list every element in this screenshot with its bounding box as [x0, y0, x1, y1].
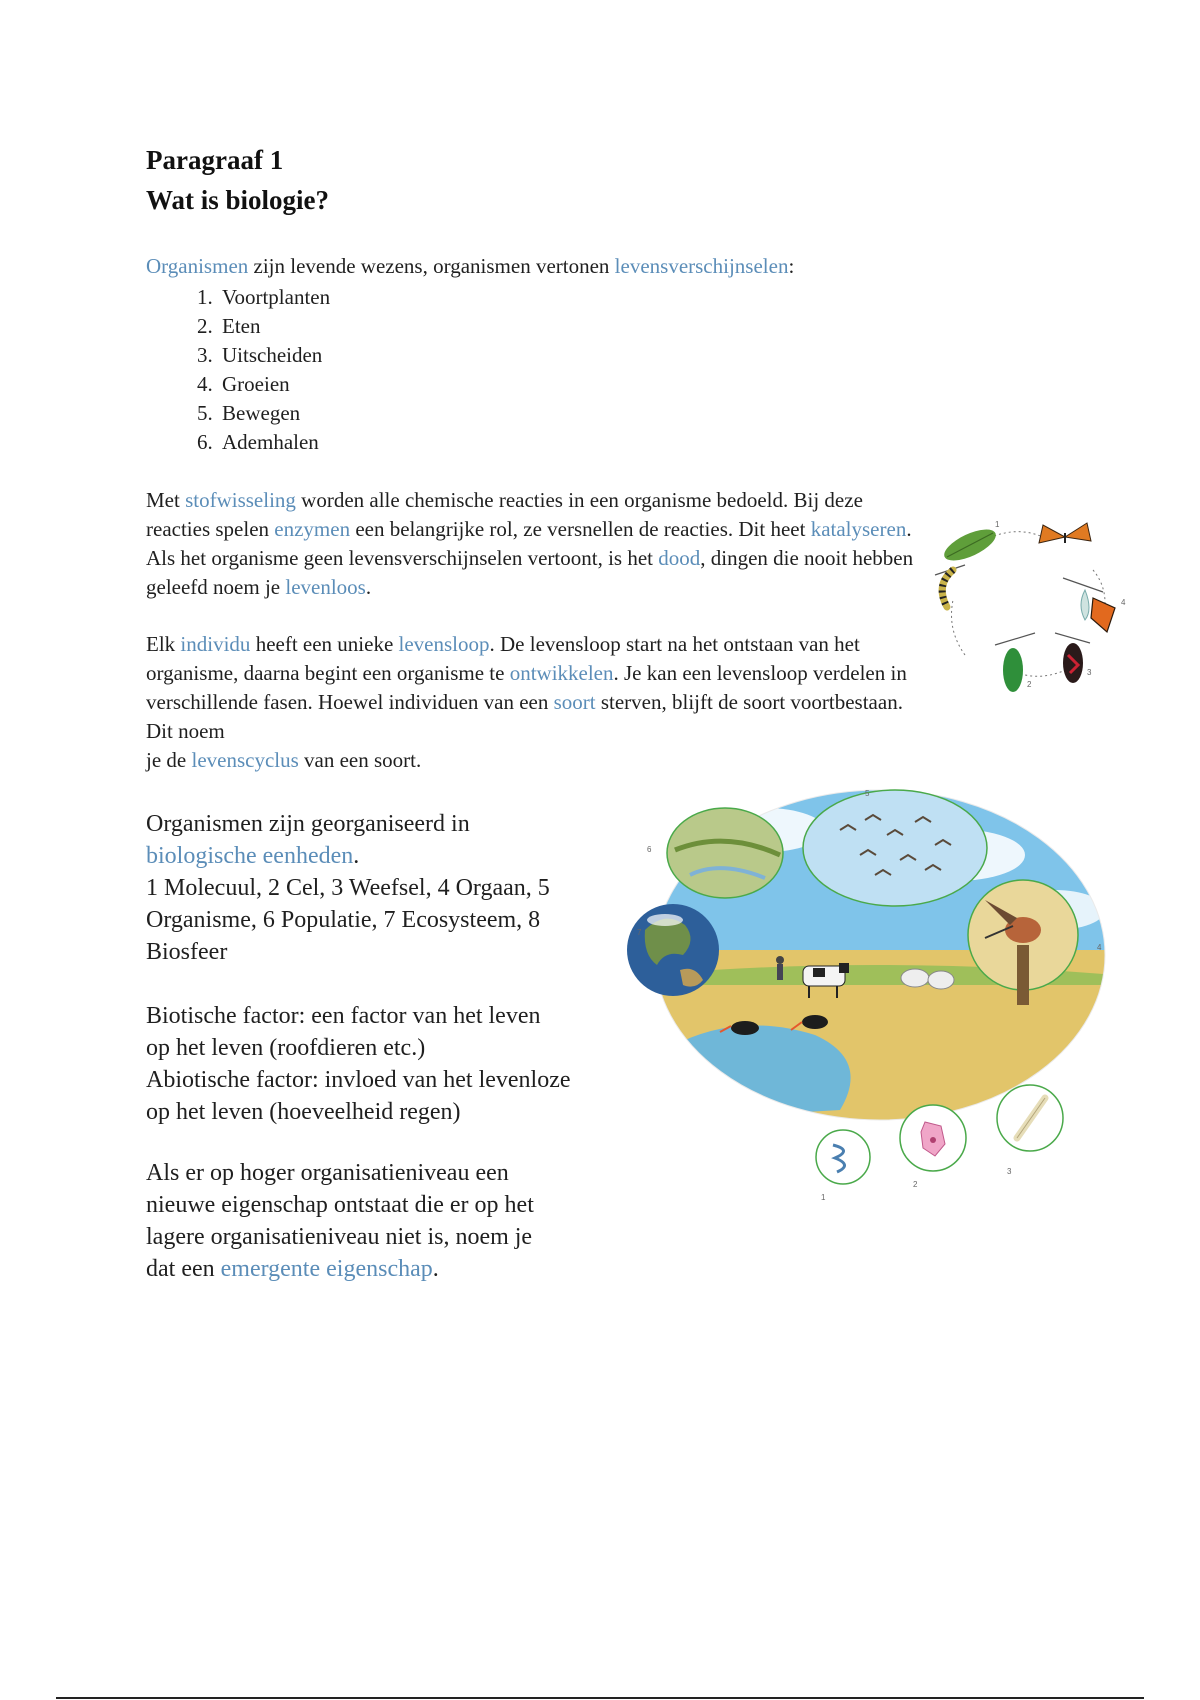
- term-levenloos: levenloos: [285, 575, 366, 599]
- cycle-arrow: [952, 600, 966, 655]
- list-item: 1. Voortplanten: [218, 283, 330, 312]
- caterpillar-icon: [935, 565, 965, 607]
- cycle-label: 3: [1087, 668, 1092, 677]
- cycle-label: 1: [995, 520, 1000, 529]
- population-circle: [803, 790, 987, 906]
- earth-icon: [627, 904, 719, 996]
- term-katalyseren: katalyseren: [810, 517, 907, 541]
- life-phenomena-list: [182, 283, 330, 457]
- term-individu: individu: [180, 632, 251, 656]
- list-item: 2. Eten: [218, 312, 330, 341]
- butterfly-lifecycle-illustration: [925, 515, 1135, 710]
- level-label: 5: [865, 789, 870, 798]
- page-bottom-rule: [56, 1697, 1144, 1699]
- cell-circle: [900, 1105, 966, 1171]
- units-list: 1 Molecuul, 2 Cel, 3 Weefsel, 4 Orgaan, 5: [146, 875, 550, 901]
- level-label: 3: [1007, 1167, 1012, 1176]
- term-ontwikkelen: ontwikkelen: [509, 661, 614, 685]
- term-soort: soort: [553, 690, 596, 714]
- term-emergente-eigenschap: emergente eigenschap: [220, 1256, 433, 1282]
- paragraph-number: Paragraaf 1: [146, 145, 284, 175]
- butterfly-icon: [1039, 523, 1091, 543]
- lifecycle-paragraph: Elk individu heeft een unieke levensloop. De levensloop start na het ontstaan van het organisme, daarna begint een organisme te ontwikkelen. Je kan een levensloop verdelen in verschillende fasen. Hoewel individuen van een soort sterven, blijft de soort voortbestaan. Dit noem je de levenscyclus van een soort.: [146, 632, 907, 772]
- level-label: 7: [637, 928, 642, 937]
- emerging-butterfly-icon: [1063, 578, 1115, 632]
- level-label: 1: [821, 1193, 826, 1202]
- list-item: 5. Bewegen: [218, 399, 330, 428]
- chrysalis-icon: [995, 633, 1035, 692]
- tissue-circle: [997, 1085, 1063, 1151]
- term-dood: dood: [658, 546, 701, 570]
- term-organismen: Organismen: [146, 254, 249, 278]
- term-levenscyclus: levenscyclus: [191, 748, 299, 772]
- emergent-paragraph: Als er op hoger organisatieniveau een nieuwe eigenschap ontstaat die er op het lagere organisatieniveau niet is, noem je dat een emergente eigenschap.: [146, 1160, 534, 1282]
- term-enzymen: enzymen: [274, 517, 351, 541]
- abiotic-factor: Abiotische factor: invloed van het levenloze: [146, 1067, 571, 1093]
- level-label: 2: [913, 1180, 918, 1189]
- dark-chrysalis-icon: [1055, 633, 1092, 683]
- term-biologische-eenheden: biologische eenheden: [146, 843, 354, 869]
- level-label: 6: [647, 845, 652, 854]
- page-heading: [146, 140, 329, 220]
- page-title: Wat is biologie?: [146, 185, 330, 215]
- list-item: 4. Groeien: [218, 370, 330, 399]
- term-stofwisseling: stofwisseling: [185, 488, 296, 512]
- person-icon: [776, 956, 784, 980]
- cycle-label: 4: [1121, 598, 1126, 607]
- term-levensverschijnselen: levensverschijnselen: [614, 254, 789, 278]
- landscape-circle: [667, 808, 783, 898]
- molecule-circle: [816, 1130, 870, 1184]
- cycle-label: 2: [1027, 680, 1032, 689]
- level-label: 4: [1097, 943, 1102, 952]
- leaf-icon: [940, 523, 1000, 567]
- ecosystem-illustration: [625, 760, 1115, 1200]
- intro-text: Organismen zijn levende wezens, organismen vertonen levensverschijnselen:: [146, 254, 795, 278]
- units-paragraph: Organismen zijn georganiseerd in biologische eenheden. 1 Molecuul, 2 Cel, 3 Weefsel, 4 Orgaan, 5 Organisme, 6 Populatie, 7 Ecosysteem, 8 Biosfeer: [146, 811, 550, 965]
- list-item: 3. Uitscheiden: [218, 341, 330, 370]
- factors-paragraph: Biotische factor: een factor van het leven op het leven (roofdieren etc.) Abiotische factor: invloed van het levenloze op het leven (hoeveelheid regen): [146, 1003, 571, 1125]
- metabolism-paragraph: Met stofwisseling worden alle chemische reacties in een organisme bedoeld. Bij deze reacties spelen enzymen een belangrijke rol, ze versnellen de reacties. Dit heet katalyseren. Als het organisme geen levensverschijnselen vertoont, is het dood, dingen die nooit hebben geleefd noem je levenloos.: [146, 488, 914, 599]
- biotic-factor: Biotische factor: een factor van het leven: [146, 1003, 541, 1029]
- list-item: 6. Ademhalen: [218, 428, 330, 457]
- term-levensloop: levensloop: [398, 632, 490, 656]
- pond: [665, 1025, 851, 1120]
